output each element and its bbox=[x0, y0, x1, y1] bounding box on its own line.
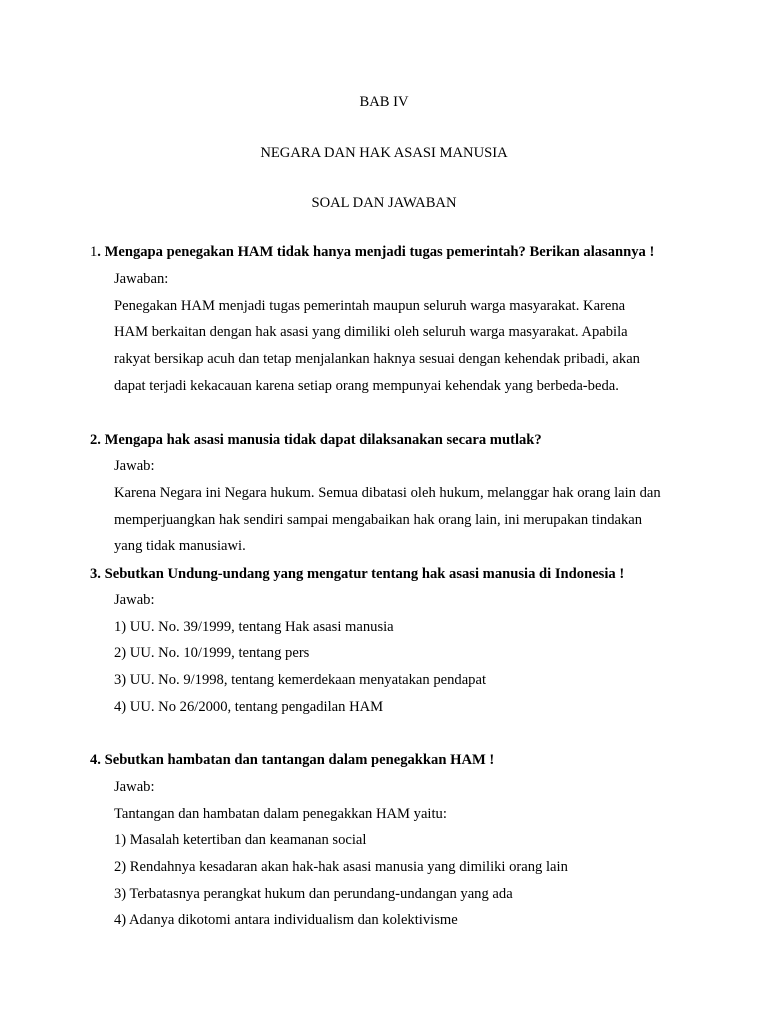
answer-line: 2) Rendahnya kesadaran akan hak-hak asasi manusia yang dimiliki orang lain bbox=[114, 859, 568, 875]
question-text: Sebutkan hambatan dan tantangan dalam penegakkan HAM ! bbox=[100, 752, 495, 768]
answer-line: 2) UU. No. 10/1999, tentang pers bbox=[114, 645, 310, 661]
chapter-heading: BAB IV bbox=[359, 94, 409, 110]
answer-line: 1) Masalah ketertiban dan keamanan social bbox=[114, 832, 367, 848]
question-text: Mengapa hak asasi manusia tidak dapat dilaksanakan secara mutlak? bbox=[100, 432, 542, 448]
answer-label: Jawab: bbox=[114, 592, 155, 608]
answer-line: 4) UU. No 26/2000, tentang pengadilan HAM bbox=[114, 699, 384, 715]
answer-line: 3) UU. No. 9/1998, tentang kemerdekaan menyatakan pendapat bbox=[114, 672, 487, 688]
answer-label: Jawaban: bbox=[114, 271, 169, 287]
answer-label: Jawab: bbox=[114, 458, 155, 474]
answer-line: Tantangan dan hambatan dalam penegakkan HAM yaitu: bbox=[114, 806, 447, 822]
question-text: Sebutkan Undung-undang yang mengatur tentang hak asasi manusia di Indonesia ! bbox=[100, 566, 625, 582]
answer-line: rakyat bersikap acuh dan tetap menjalankan haknya sesuai dengan kehendak pribadi, akan bbox=[114, 351, 640, 367]
question-number: 1 bbox=[90, 244, 98, 260]
answer-line: 4) Adanya dikotomi antara individualism dan kolektivisme bbox=[114, 912, 458, 928]
question-4 bbox=[90, 751, 494, 769]
answer-label: Jawab: bbox=[114, 779, 155, 795]
answer-line: memperjuangkan hak sendiri sampai mengabaikan hak orang lain, ini merupakan tindakan bbox=[114, 512, 643, 528]
answer-line: Karena Negara ini Negara hukum. Semua dibatasi oleh hukum, melanggar hak orang lain dan bbox=[114, 485, 661, 501]
answer-line: Penegakan HAM menjadi tugas pemerintah maupun seluruh warga masyarakat. Karena bbox=[114, 298, 626, 314]
answer-line: yang tidak manusiawi. bbox=[114, 538, 246, 554]
question-1 bbox=[90, 243, 654, 261]
question-3 bbox=[90, 565, 624, 583]
answer-line: HAM berkaitan dengan hak asasi yang dimiliki oleh seluruh warga masyarakat. Apabila bbox=[114, 324, 628, 340]
question-number: 4. bbox=[90, 752, 101, 768]
question-number: 3. bbox=[90, 566, 101, 582]
question-text: . Mengapa penegakan HAM tidak hanya menjadi tugas pemerintah? Berikan alasannya ! bbox=[97, 244, 655, 260]
document-title: NEGARA DAN HAK ASASI MANUSIA bbox=[260, 145, 508, 161]
question-2 bbox=[90, 431, 542, 449]
question-number: 2. bbox=[90, 432, 101, 448]
answer-line: dapat terjadi kekacauan karena setiap orang mempunyai kehendak yang berbeda-beda. bbox=[114, 378, 619, 394]
answer-line: 3) Terbatasnya perangkat hukum dan perundang-undangan yang ada bbox=[114, 886, 513, 902]
document-subtitle: SOAL DAN JAWABAN bbox=[311, 195, 457, 211]
answer-line: 1) UU. No. 39/1999, tentang Hak asasi manusia bbox=[114, 619, 394, 635]
